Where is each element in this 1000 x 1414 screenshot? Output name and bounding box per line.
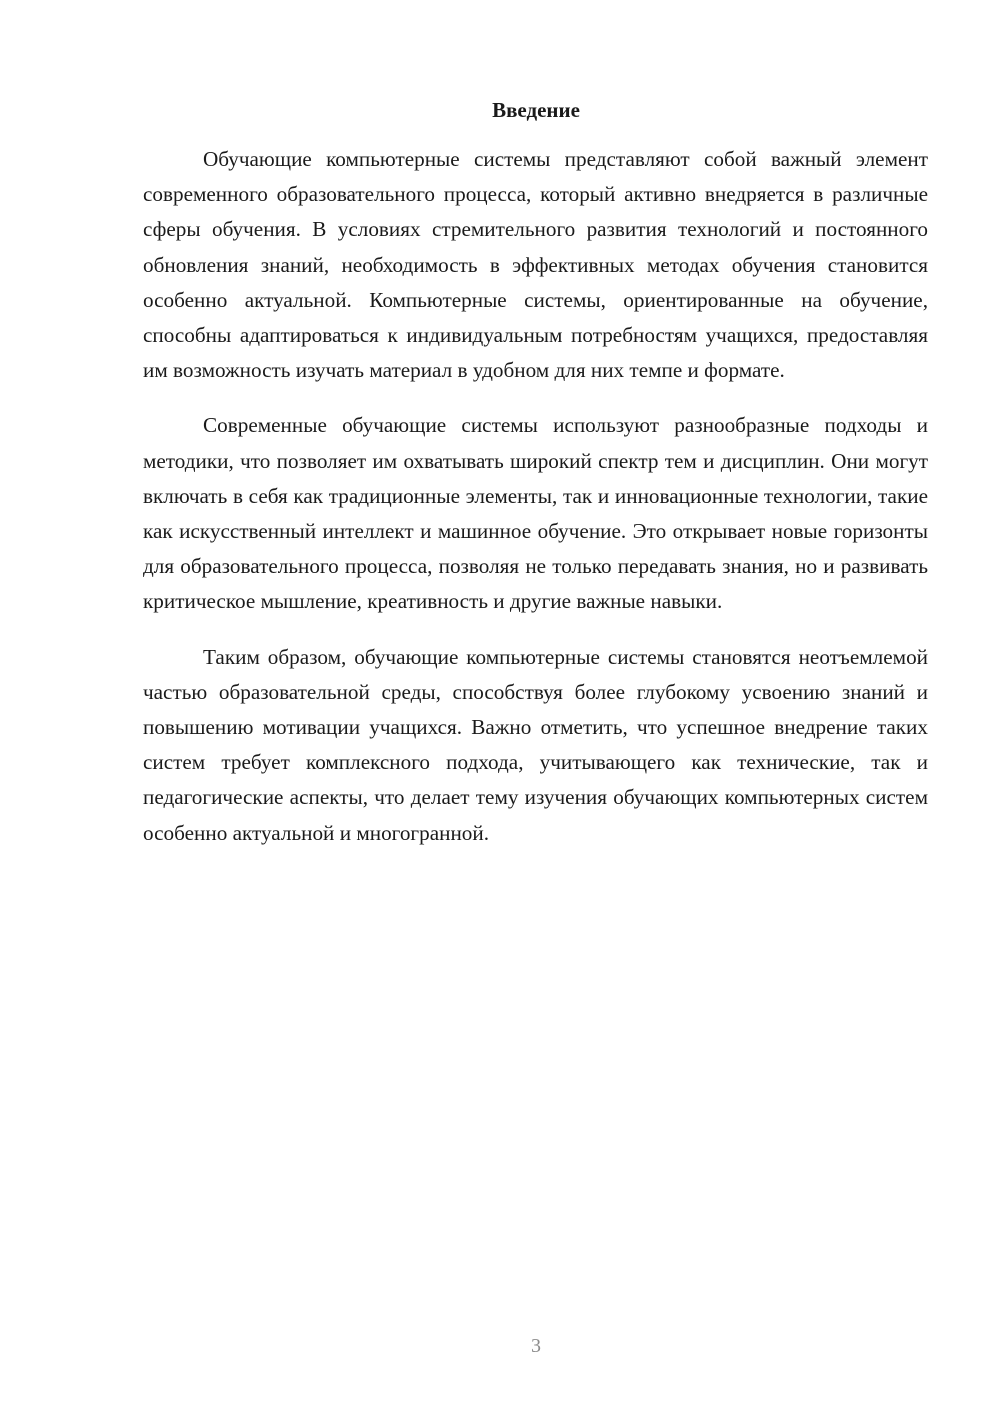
section-heading: Введение xyxy=(492,98,580,122)
page-number: 3 xyxy=(531,1335,541,1357)
body-text xyxy=(143,142,928,871)
paragraph-2: Современные обучающие системы используют разнообразные подходы и методики, что позволяет им охватывать широкий спектр тем и дисциплин. Они могут включать в себя как традиционные элементы, так и инновационные технологии, такие как искусственный интеллект и машинное обучение. Это открывает новые горизонты для образовательного процесса, позволяя не только передавать знания, но и развивать критическое мышление, креативность и другие важные навыки. xyxy=(143,413,928,614)
paragraph-3: Таким образом, обучающие компьютерные системы становятся неотъемлемой частью образовательной среды, способствуя более глубокому усвоению знаний и повышению мотивации учащихся. Важно отметить, что успешное внедрение таких систем требует комплексного подхода, учитывающего как технические, так и педагогические аспекты, что делает тему изучения обучающих компьютерных систем особенно актуальной и многогранной. xyxy=(143,644,928,845)
paragraph-1: Обучающие компьютерные системы представляют собой важный элемент современного образовательного процесса, который активно внедряется в различные сферы обучения. В условиях стремительного развития технологий и постоянного обновления знаний, необходимость в эффективных методах обучения становится особенно актуальной. Компьютерные системы, ориентированные на обучение, способны адаптироваться к индивидуальным потребностям учащихся, предоставляя им возможность изучать материал в удобном для них темпе и формате. xyxy=(143,147,928,383)
